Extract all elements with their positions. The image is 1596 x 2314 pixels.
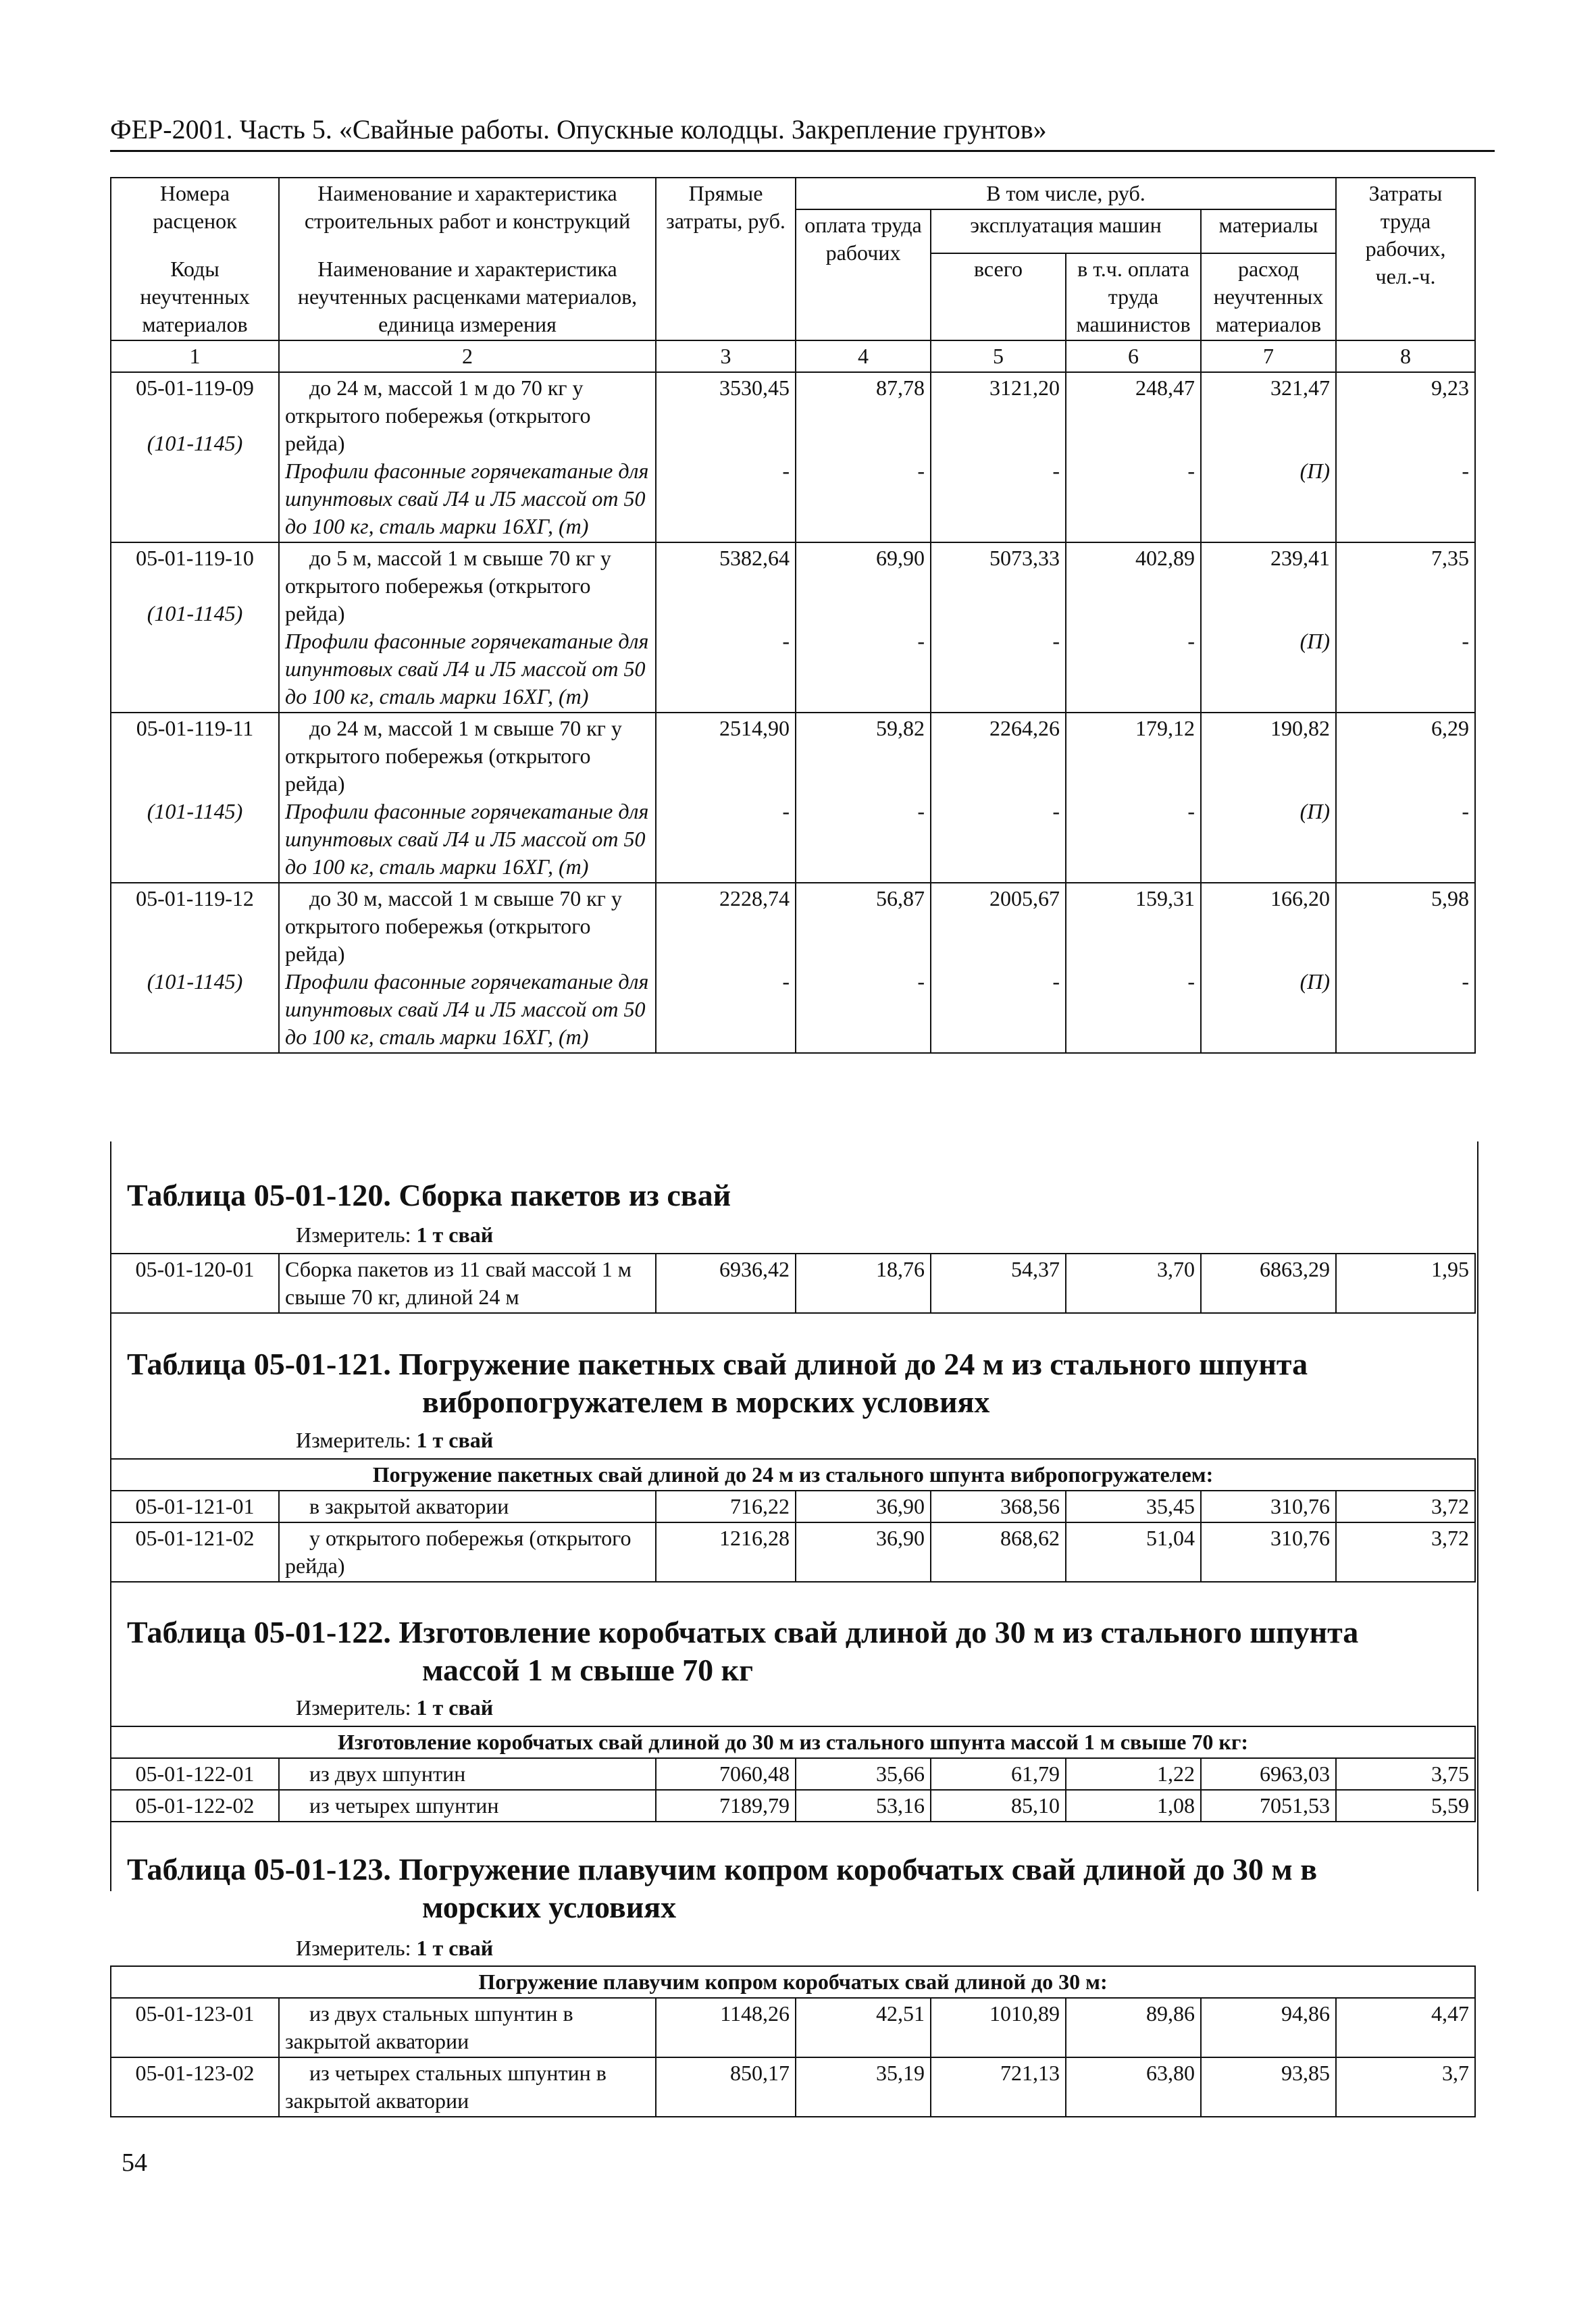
table-row: 05-01-121-02 у открытого побережья (открытого рейда) 1216,28 36,90 868,62 51,04 310,76 3,72 (111, 1522, 1475, 1582)
rates-table-122 (110, 1726, 1476, 1822)
table-row: 05-01-121-01 в закрытой акватории 716,22 36,90 368,56 35,45 310,76 3,72 (111, 1491, 1475, 1522)
table-121-title-line1: Таблица 05-01-121. Погружение пакетных свай длиной до 24 м из стального шпунта (127, 1347, 1308, 1381)
table-123-band: Погружение плавучим копром коробчатых свай длиной до 30 м: (111, 1966, 1475, 1998)
rates-table-121 (110, 1458, 1476, 1583)
table-121-band: Погружение пакетных свай длиной до 24 м из стального шпунта вибропогружателем: (111, 1459, 1475, 1491)
table-row: 05-01-120-01 Сборка пакетов из 11 свай массой 1 м свыше 70 кг, длиной 24 м 6936,42 18,76 54,37 3,70 6863,29 1,95 (111, 1254, 1475, 1313)
table-121-title-line2: вибропогружателем в морских условиях (422, 1385, 990, 1419)
table-row: 05-01-119-12 (101-1145) до 30 м, массой 1 м свыше 70 кг у открытого побережья (открытого рейда) Профили фасонные горячекатаные для шпунтовых свай Л4 и Л5 массой от 50 до 100 кг, сталь марки 16ХГ, (т) 2228,74 - 56,87 - 2005,67 - 159,31 - 166,20 (П) 5,98 - (111, 883, 1475, 1053)
col-incl: В том числе, руб. (796, 178, 1336, 209)
page-header: ФЕР-2001. Часть 5. «Свайные работы. Опускные колодцы. Закрепление грунтов» (110, 114, 1047, 145)
col-workers-pay: оплата труда рабочих (796, 209, 931, 340)
table-121-unit: Измеритель: 1 т свай (296, 1428, 494, 1452)
table-row: 05-01-119-09 (101-1145) до 24 м, массой 1 м до 70 кг у открытого побережья (открытого рейда) Профили фасонные горячекатаные для шпунтовых свай Л4 и Л5 массой от 50 до 100 кг, сталь марки 16ХГ, (т) 3530,45 - 87,78 - 3121,20 - 248,47 - 321,47 (П) 9,23 - (111, 372, 1475, 542)
table-122-title-line2: массой 1 м свыше 70 кг (422, 1653, 754, 1687)
col-machines: эксплуатация машин (931, 209, 1201, 253)
col-materials: материалы (1201, 209, 1336, 253)
table-row: 05-01-119-10 (101-1145) до 5 м, массой 1 м свыше 70 кг у открытого побережья (открытого рейда) Профили фасонные горячекатаные для шпунтовых свай Л4 и Л5 массой от 50 до 100 кг, сталь марки 16ХГ, (т) 5382,64 - 69,90 - 5073,33 - 402,89 - 239,41 (П) 7,35 - (111, 542, 1475, 713)
header-rule (110, 150, 1495, 152)
column-numbers: 1 2 3 4 5 6 7 8 (111, 340, 1475, 372)
rates-table-123 (110, 1965, 1476, 2117)
table-row: 05-01-122-01 из двух шпунтин 7060,48 35,66 61,79 1,22 6963,03 3,75 (111, 1758, 1475, 1790)
col-machines-total: всего (931, 253, 1066, 340)
table-120-title: Таблица 05-01-120. Сборка пакетов из свай (127, 1178, 731, 1212)
rates-table-119 (110, 177, 1476, 1054)
right-rule (1477, 1141, 1478, 1891)
col-unaccounted: расход неучтенных материалов (1201, 253, 1336, 340)
table-row: 05-01-122-02 из четырех шпунтин 7189,79 53,16 85,10 1,08 7051,53 5,59 (111, 1790, 1475, 1822)
table-122-band: Изготовление коробчатых свай длиной до 30 м из стального шпунта массой 1 м свыше 70 кг: (111, 1726, 1475, 1758)
page-number: 54 (122, 2149, 147, 2177)
table-row: 05-01-123-01 из двух стальных шпунтин в закрытой акватории 1148,26 42,51 1010,89 89,86 94,86 4,47 (111, 1998, 1475, 2057)
table-122-title-line1: Таблица 05-01-122. Изготовление коробчатых свай длиной до 30 м из стального шпунта (127, 1615, 1359, 1649)
col-direct: Прямые затраты, руб. (656, 178, 796, 340)
table-122-unit: Измеритель: 1 т свай (296, 1695, 494, 1720)
rates-table-120 (110, 1253, 1476, 1314)
col-rate-codes: Номера расценок Коды неучтенных материалов (111, 178, 279, 340)
table-123-unit: Измеритель: 1 т свай (296, 1936, 494, 1960)
table-123-title-line1: Таблица 05-01-123. Погружение плавучим копром коробчатых свай длиной до 30 м в (127, 1852, 1318, 1886)
table-120-unit: Измеритель: 1 т свай (296, 1223, 494, 1247)
table-row: 05-01-119-11 (101-1145) до 24 м, массой 1 м свыше 70 кг у открытого побережья (открытого рейда) Профили фасонные горячекатаные для шпунтовых свай Л4 и Л5 массой от 50 до 100 кг, сталь марки 16ХГ, (т) 2514,90 - 59,82 - 2264,26 - 179,12 - 190,82 (П) 6,29 - (111, 713, 1475, 883)
col-operators-pay: в т.ч. оплата труда машинистов (1066, 253, 1201, 340)
col-labor: Затраты труда рабочих, чел.-ч. (1336, 178, 1475, 340)
table-row: 05-01-123-02 из четырех стальных шпунтин в закрытой акватории 850,17 35,19 721,13 63,80 93,85 3,7 (111, 2057, 1475, 2117)
col-name: Наименование и характеристика строительных работ и конструкций Наименование и характеристика неучтенных расценками материалов, единица измерения (279, 178, 656, 340)
table-123-title-line2: морских условиях (422, 1890, 677, 1924)
